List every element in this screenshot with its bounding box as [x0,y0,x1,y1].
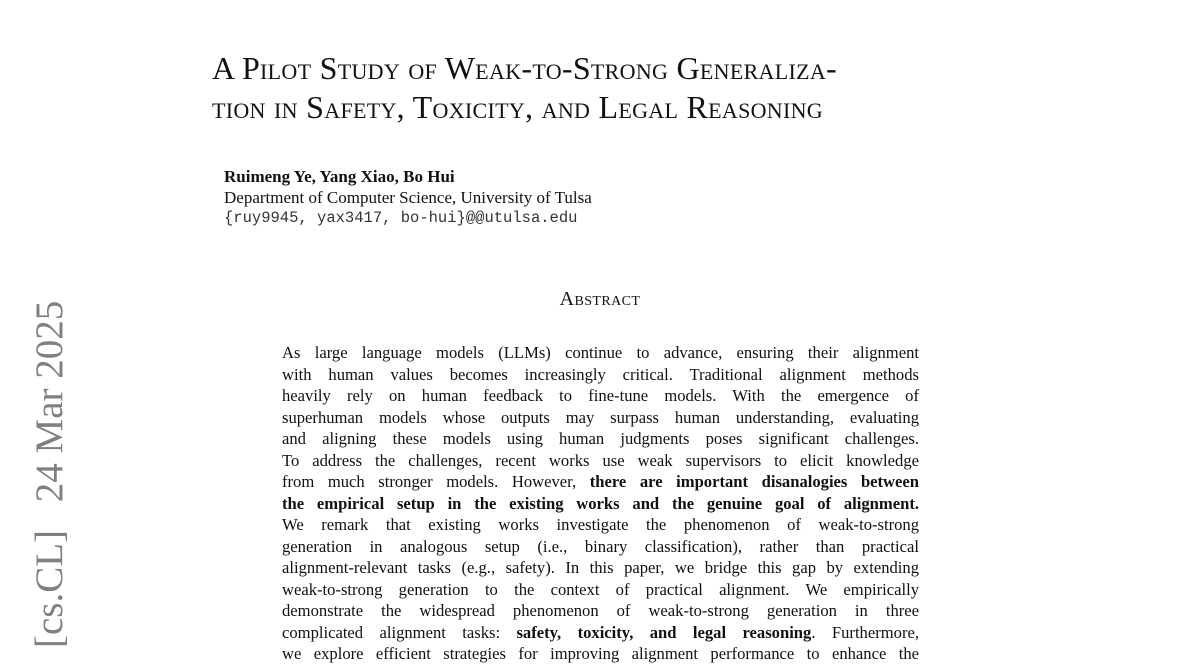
abstract-text: and aligning these models using human judgments poses significant challenges. [282,429,919,448]
abstract-text: alignment-relevant tasks (e.g., safety). In this paper, we bridge this gap by extending [282,558,919,577]
abstract-text: generation in analogous setup (i.e., binary classification), rather than practical [282,536,919,556]
abstract-text: from much stronger models. However, [282,472,590,491]
abstract-line [282,643,919,665]
abstract-text: superhuman models whose outputs may surpass human understanding, evaluating [282,407,919,427]
abstract-line [282,385,919,407]
abstract-text: heavily rely on human feedback to fine-tune models. With the emergence of [282,386,919,405]
abstract-heading: Abstract [559,288,641,310]
title-line: A Pilot Study of Weak-to-Strong Generaliza- [212,50,837,86]
abstract-line [282,471,919,493]
abstract-emphasis: the empirical setup in the existing works and the genuine goal of alignment. [282,493,919,513]
abstract-line [282,428,919,450]
abstract-text: To address the challenges, recent works use weak supervisors to elicit knowledge [282,450,919,470]
title-line: tion in Safety, Toxicity, and Legal Reasoning [212,89,823,125]
author-block [224,166,592,229]
abstract-text: complicated alignment tasks: [282,622,517,642]
arxiv-category: [cs.CL] [28,529,71,648]
abstract-body [282,342,919,665]
abstract-text: weak-to-strong generation to the context of practical alignment. We empirically [282,579,919,599]
abstract-emphasis: safety, toxicity, and legal reasoning [516,622,812,642]
abstract-emphasis: there are important disanalogies between [589,472,920,491]
abstract-line [282,514,919,536]
abstract-line [282,407,919,429]
arxiv-date: 24 Mar 2025 [28,300,71,503]
abstract-text: As large language models (LLMs) continue to advance, ensuring their alignment [282,343,919,362]
abstract-line [282,600,919,622]
abstract-line [282,450,919,472]
abstract-line [282,622,919,644]
abstract-text: we explore efficient strategies for improving alignment performance to enhance the [282,644,919,663]
author-emails: {ruy9945, yax3417, bo-hui}@@utulsa.edu [224,209,578,227]
abstract-text: demonstrate the widespread phenomenon of weak-to-strong generation in three [282,601,919,620]
abstract-text: with human values becomes increasingly critical. Traditional alignment methods [282,364,919,384]
paper-title [212,49,1032,127]
abstract-text: . Furthermore, [811,622,919,642]
arxiv-stamp [30,301,70,648]
affiliation: Department of Computer Science, University of Tulsa [224,188,592,207]
abstract-line [282,557,919,579]
abstract-line [282,364,919,386]
abstract-line [282,493,919,515]
abstract-line [282,579,919,601]
abstract-text: We remark that existing works investigate the phenomenon of weak-to-strong [282,515,919,534]
abstract-line [282,342,919,364]
author-names: Ruimeng Ye, Yang Xiao, Bo Hui [224,167,455,186]
abstract-line [282,536,919,558]
